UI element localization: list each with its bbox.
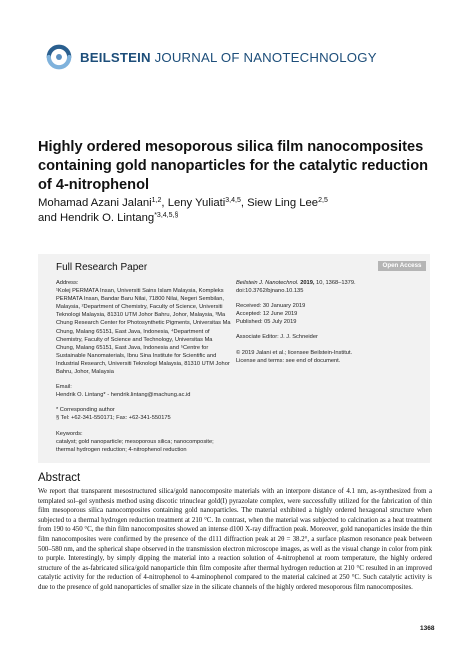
author-list [38,196,438,226]
info-right-column [236,279,424,372]
journal-name [80,50,377,65]
beilstein-logo-icon [42,40,76,74]
journal-header [42,40,377,74]
author-name: Siew Ling Lee [247,197,319,209]
email-label: Email: [56,384,72,391]
author-separator: , [240,197,248,209]
author-affiliation: *3,4,5,§ [154,212,179,219]
editor-block [236,333,424,341]
author-name: Mohamad Azani Jalani [38,197,152,209]
author-separator: , [161,197,168,209]
keywords-block [56,430,231,454]
phone-fax: § Tel: +62-341-550171; Fax: +62-341-550175 [56,415,171,422]
abstract-text: We report that transparent mesostructured silica/gold nanocomposite materials with an interpore distance of 4.1 nm, as-synthesized from a templated sol–gel synthesis method using discotic trinuclear gold(I) pyrazolate complex, were successfully utilized for the fabrication of thin film mesoporous silica nanocomposites containing gold nanoparticles. The material exhibited a highly ordered hexagonal structure when subjected to a thermal hydrogen reduction treatment at 210 °C. In contrast, when the material was subjected to calcination as a heat treatment from 190 to 450 °C, the thin film nanocomposites showed an intense d100 X-ray diffraction peak. Moreover, gold nanoparticles inside the thin film nanocomposites were confirmed by the presence of the d111 diffraction peak at 2θ = 38.2°, a surface plasmon resonance peak between 500–580 nm, and the spherical shape observed in the transmission electron microscope images, as well as the visual change in color from pink to purple. Interestingly, by simply dipping the material into a reaction solution of 4-nitrophenol at room temperature, the highly ordered structure of the as-fabricated silica/gold nanoparticle thin film composite after thermal hydrogen reduction at 210 °C resulted in an improved catalytic activity for the reduction of 4-nitrophenol to 4-aminophenol compared to the material calcined at 250 °C. Such catalytic activity is due to the presence of gold nanoparticles of smaller size in the silicate channels of the highly ordered mesoporous film nanocomposites. [38,488,432,591]
citation-block [236,279,424,295]
article-title: Highly ordered mesoporous silica film nanocomposites containing gold nanoparticles for the catalytic reduction of 4-nitrophenol [38,139,429,193]
page-number: 1368 [420,625,435,632]
article-type: Full Research Paper [56,262,148,273]
keywords-text: catalyst; gold nanoparticle; mesoporous silica; nanocomposite; thermal hydrogen reduction; 4-nitrophenol reduction [56,438,214,453]
article-info-box [38,254,430,463]
address-label: Address: [56,280,79,286]
info-left-column [56,279,231,461]
journal-name-bold: BEILSTEIN [80,49,151,65]
correspondence-block [56,406,231,422]
license-terms: License and terms: see end of document. [236,357,341,364]
citation-rest: 10, 1368–1379. [316,280,356,286]
received-date: Received: 30 January 2019 [236,303,306,310]
address-block [56,279,231,376]
author-affiliation: 3,4,5 [225,197,241,204]
accepted-date: Accepted: 12 June 2019 [236,311,298,318]
published-date: Published: 05 July 2019 [236,319,297,326]
citation-year: 2019, [300,280,315,286]
license-block [236,349,424,365]
author-affiliation: 2,5 [318,197,328,204]
abstract-heading: Abstract [38,472,81,484]
journal-name-rest: JOURNAL OF NANOTECHNOLOGY [154,49,377,65]
author-affiliation: 1,2 [151,197,162,204]
keywords-label: Keywords: [56,430,83,437]
author-separator: and [38,212,60,224]
copyright: © 2019 Jalani et al.; licensee Beilstein-Institut. [236,349,353,356]
citation [236,279,424,287]
doi-link[interactable]: doi:10.3762/bjnano.10.135 [236,288,304,295]
dates-block [236,302,424,326]
citation-journal: Beilstein J. Nanotechnol. [236,280,299,286]
open-access-badge: Open Access [378,261,426,271]
associate-editor: Associate Editor: J. J. Schneider [236,334,318,341]
author-name: Hendrik O. Lintang [60,212,155,224]
author-name: Leny Yuliati [167,197,226,209]
email-block [56,383,231,399]
corresponding-note: * Corresponding author [56,407,115,414]
address-text: ¹Kolej PERMATA Insan, Universiti Sains Islam Malaysia, Kompleks PERMATA Insan, Bandar Baru Nilai, 71800 Nilai, Negeri Sembilan, Malaysia, ²Department of Chemistry, Faculty of Science, Universiti Teknologi Malaysia, 81310 UTM Johor Bahru, Johor, Malaysia, ³Ma Chung Research Center for Photosynthetic Pigments, Universitas Ma Chung, Malang 65151, East Java, Indonesia, ⁴Department of Chemistry, Faculty of Science and Technology, Universitas Ma Chung, Malang 65151, East Java, Indonesia and ⁵Centre for Sustainable Nanomaterials, Ibnu Sina Institute for Scientific and Industrial Research, Universiti Teknologi Malaysia, 81310 UTM Johor Bahru, Johor, Malaysia [56,288,231,376]
email-text[interactable]: Hendrik O. Lintang* - hendrik.lintang@machung.ac.id [56,392,191,399]
